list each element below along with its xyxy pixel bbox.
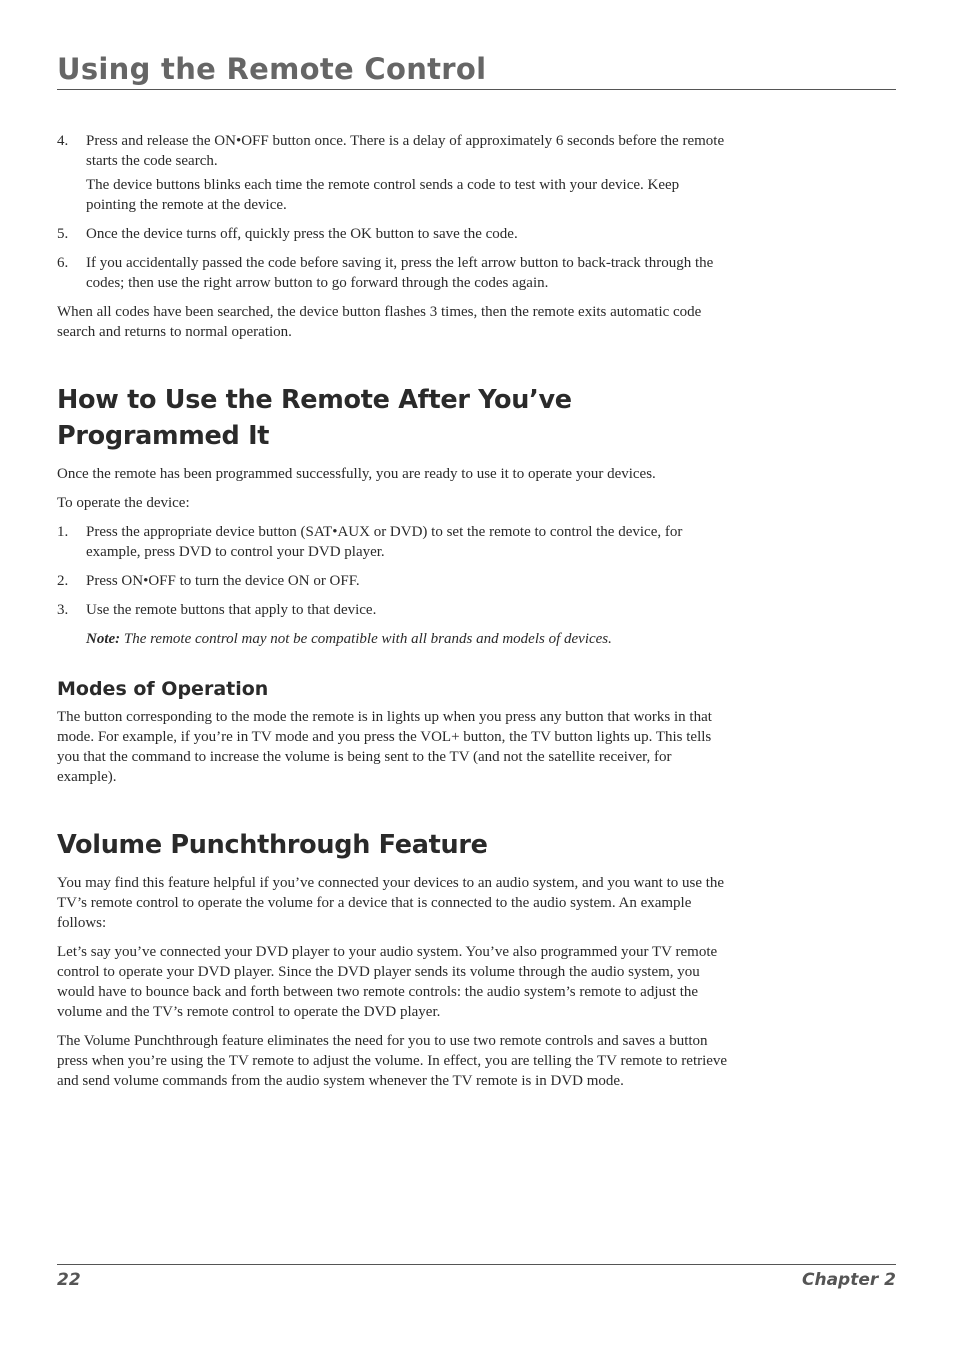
code-search-summary: When all codes have been searched, the device button flashes 3 times, then the remote exits automatic code search and returns to normal operation. <box>57 304 702 340</box>
step-item <box>57 522 729 562</box>
step-text: Use the remote buttons that apply to that device. <box>86 602 377 618</box>
step-subtext: The device buttons blinks each time the remote control sends a code to test with your device. Keep pointing the remote at the device. <box>86 177 680 213</box>
section-lead: To operate the device: <box>57 495 190 511</box>
heading-line: Programmed It <box>57 421 270 451</box>
step-item <box>57 600 729 620</box>
page-number: 22 <box>57 1270 81 1290</box>
page-header <box>57 52 896 90</box>
volume-paragraph: The Volume Punchthrough feature eliminates the need for you to use two remote controls and saves a button press when you’re using the TV remote to adjust the volume. In effect, you are telling the TV remote to retrieve and send volume commands from the audio system whenever the TV remote is in DVD mode. <box>57 1033 728 1089</box>
page-footer <box>57 1264 896 1290</box>
subsection-heading-modes: Modes of Operation <box>57 678 269 700</box>
page-content <box>57 131 729 1100</box>
step-text: Press and release the ON•OFF button once. There is a delay of approximately 6 seconds before the remote starts the code search. <box>86 133 725 169</box>
step-item <box>57 131 729 215</box>
compatibility-note <box>57 629 729 649</box>
note-label: Note: <box>86 631 121 647</box>
modes-paragraph: The button corresponding to the mode the remote is in lights up when you press any button that works in that mode. For example, if you’re in TV mode and you press the VOL+ button, the TV button lights up. This tells you that the command to increase the volume is being sent to the TV (and not the satellite receiver, for example). <box>57 709 712 785</box>
step-item <box>57 571 729 591</box>
page-title: Using the Remote Control <box>57 52 487 86</box>
volume-paragraph: Let’s say you’ve connected your DVD player to your audio system. You’ve also programmed your TV remote control to operate your DVD player. Since the DVD player sends its volume through the audio system, you would have to bounce back and forth between two remote controls: the audio system’s remote to adjust the volume and the TV’s remote control to operate the DVD player. <box>57 944 718 1020</box>
section-heading-volume: Volume Punchthrough Feature <box>57 830 488 860</box>
step-number: 2. <box>57 573 69 589</box>
note-text: The remote control may not be compatible with all brands and models of devices. <box>120 631 612 647</box>
step-number: 3. <box>57 602 69 618</box>
step-number: 5. <box>57 226 69 242</box>
section-heading-use-remote <box>57 382 729 454</box>
steps-list-continued <box>57 131 729 293</box>
volume-paragraph: You may find this feature helpful if you’ve connected your devices to an audio system, and you want to use the TV’s remote control to operate the volume for a device that is connected to the audio system. An example follows: <box>57 875 725 931</box>
step-item <box>57 253 729 293</box>
step-text: Press ON•OFF to turn the device ON or OFF. <box>86 573 360 589</box>
step-text: Press the appropriate device button (SAT•AUX or DVD) to set the remote to control the device, for example, press DVD to control your DVD player. <box>86 524 683 560</box>
step-item <box>57 224 729 244</box>
heading-line: How to Use the Remote After You’ve <box>57 385 572 415</box>
chapter-label: Chapter 2 <box>801 1270 896 1290</box>
step-number: 1. <box>57 524 69 540</box>
section-intro: Once the remote has been programmed successfully, you are ready to use it to operate your devices. <box>57 466 656 482</box>
step-text: If you accidentally passed the code before saving it, press the left arrow button to back-track through the codes; then use the right arrow button to go forward through the codes again. <box>86 255 714 291</box>
step-text: Once the device turns off, quickly press the OK button to save the code. <box>86 226 518 242</box>
step-number: 6. <box>57 255 69 271</box>
operate-steps-list <box>57 522 729 620</box>
step-number: 4. <box>57 133 69 149</box>
